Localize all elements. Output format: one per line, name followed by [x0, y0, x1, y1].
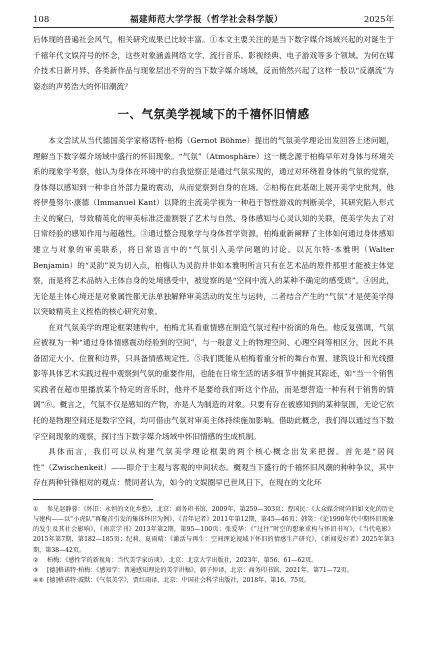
section-heading: 一、气氛美学视域下的千禧怀旧情感: [117, 107, 310, 122]
footnote-4-text: [德]格诺特·波默：《气氛美学》，贾红雨译，北京：中国社会科学出版社，2018年，第16、75页。: [47, 577, 311, 585]
paragraph-1: 本文尝试从当代德国美学家格诺特·柏梅（Gernot Böhme）提出的气氛美学理论出发回答上述问题，理解当下数字媒介场域中盛行的怀旧现象。“气氛”（Atmosphäre）这一概念源于柏梅早年对身体与环境关系的现象学考察，他认为身体在环境中的自我觉察正是通过气氛实现的，通过对环绕着身体的气氛的觉察，身体得以感知到一种非自外部力量的震动，从而觉察到自身的在场。②柏梅在此基础上展开美学史批判，他将伊曼努尔·康德（Immanuel Kant）以降的主流美学视为一种趋于智性游戏的判断美学，其研究陷入形式主义的窠臼，导致精英化的审美标准泛滥割裂了艺术与自然、身体感知与心灵认知的关联，使美学失去了对日常经验的感知作用与超越性。③通过整合现象学与身体哲学资源，柏梅重新阐释了主体如何通过身体感知建立与对象的审美联系，将日常语言中的“气氛引入美学问题的讨论。以瓦尔特·本雅明（Walter Benjamin）的“灵韵”说为切入点，柏梅认为灵韵并非如本雅明所言只有在艺术品的原件那里才能被主体觉察，而是将艺术品纳入主体自身的处境感受中，被觉察的是“空间中流入的某种不确定的感受质”。④因此，无论是主体心境还是对象属性都无法单独解释审美活动的发生与运转，二者结合产生的“气氛”才是使美学得以突破精英主义桎梏的核心研究对象。: [33, 136, 394, 317]
footnote-1-mark: ①: [33, 505, 39, 513]
footnote-3-text: [德]格诺特·柏梅：《感知学：普通感知理论的美学讲稿》，韩子仲译，北京：商务印书馆，2021年，第71—72页。: [47, 566, 353, 574]
footnote-4-mark: ④⑥: [33, 577, 44, 585]
footnote-4: [33, 576, 394, 586]
running-header: [33, 9, 394, 25]
page-number: 108: [33, 15, 50, 25]
paragraph-intro: 后体现的普遍社会风气，相关研究成果已比较丰富。①本文主要关注的是当下数字媒介场域兴起的对诞生于千禧年代文娱符号的怀念，这些对象涵盖网络文学、流行音乐、影视经典、电子游戏等多个领域。为何在媒介技术日新月异、各类新作品与现象层出不穷的当下数字媒介场域，反而悄然兴起了这样一股以“反潮流”为姿态的声势浩大的怀旧潮流？: [33, 35, 394, 91]
footnote-2: [33, 556, 394, 566]
footnote-2-text: 柏梅：《感性学的新视角：当代美学家访谈》，北京：北京大学出版社，2023年，第56、61—62页。: [47, 556, 318, 564]
footnote-2-mark: ②: [33, 556, 39, 564]
header-rule: [33, 27, 394, 28]
article-body: [33, 32, 394, 586]
journal-title: 福建师范大学学报（哲学社会科学版）: [130, 15, 284, 25]
publication-year: 2025年: [363, 15, 394, 25]
paragraph-3: 具体而言，我们可以从构建气氛美学理论框架的两个核心概念出发来把握。首先是“居间性”（Zwischenkeit）——即介于主观与客观的中间状态。概观当下盛行的千禧怀旧风潮的种种争议，其中存在两种针锋相对的观点：赞同者认为，如今的文娱圈早已世风日下，在现在的文化环: [33, 447, 394, 488]
paragraph-2: 在对气氛美学的理论框架建构中，柏梅尤其看重情感在制造气氛过程中扮演的角色。他反复强调，气氛应被视为一种“通过身体情感震动经验到的空间”，与一般意义上的物理空间、心理空间等相区分，因此不具备固定大小、位置和边界，只具备情感规定性。⑤我们既能从柏梅着重分析的舞台布置、建筑设计和光线摄影等具体艺术实践过程中观察到气氛的重要作用，也能在日常生活的诸多细节中捕捉其踪迹，如“当一个销售实践者在超市里播放某个特定的音乐时，他并不是要给我们听这个作品，而是想营造一种有利于销售的情调”⑥。概言之，气氛不仅是感知的产物，亦是人为制造的对象。只要有存在被感知到的某种氛围，无论它依托的是物理空间还是数字空间，均可借由气氛对审美主体持续施加影响。借助此概念，我们得以通过当下数字空间现象的观察，探讨当下数字媒介场域中怀旧情感的生成机制。: [33, 322, 394, 441]
footnote-1: [33, 505, 394, 556]
footnote-rule: [33, 499, 153, 500]
footnote-1-text: 参见赵静蓉：《怀旧：永恒的文化乡愁》，北京：商务印书馆，2009年，第259—303页；曹国民：《大众媒介时尚旧如文化的历史与建构——以“小虎队”再聚首引发的集体怀旧为例》，《青年记者》2011年第12期，第45—46页；韩笑：《论1990年代中期怀旧现象的发生及其社会影响》，《南京学刊》2013年第2期，第95—100页；张爱华：《“过往”时空的想象重构与怀旧书写》，《当代电影》2015年第7期，第182—185页；纪莉、夏雨晴：《激活与再生：空间理论视域下怀旧的情感生产研究》，《新闻爱好者》2025年第3期，第38—42页。: [33, 505, 394, 554]
footnote-3-mark: ③: [33, 566, 39, 574]
footnote-3: [33, 566, 394, 576]
